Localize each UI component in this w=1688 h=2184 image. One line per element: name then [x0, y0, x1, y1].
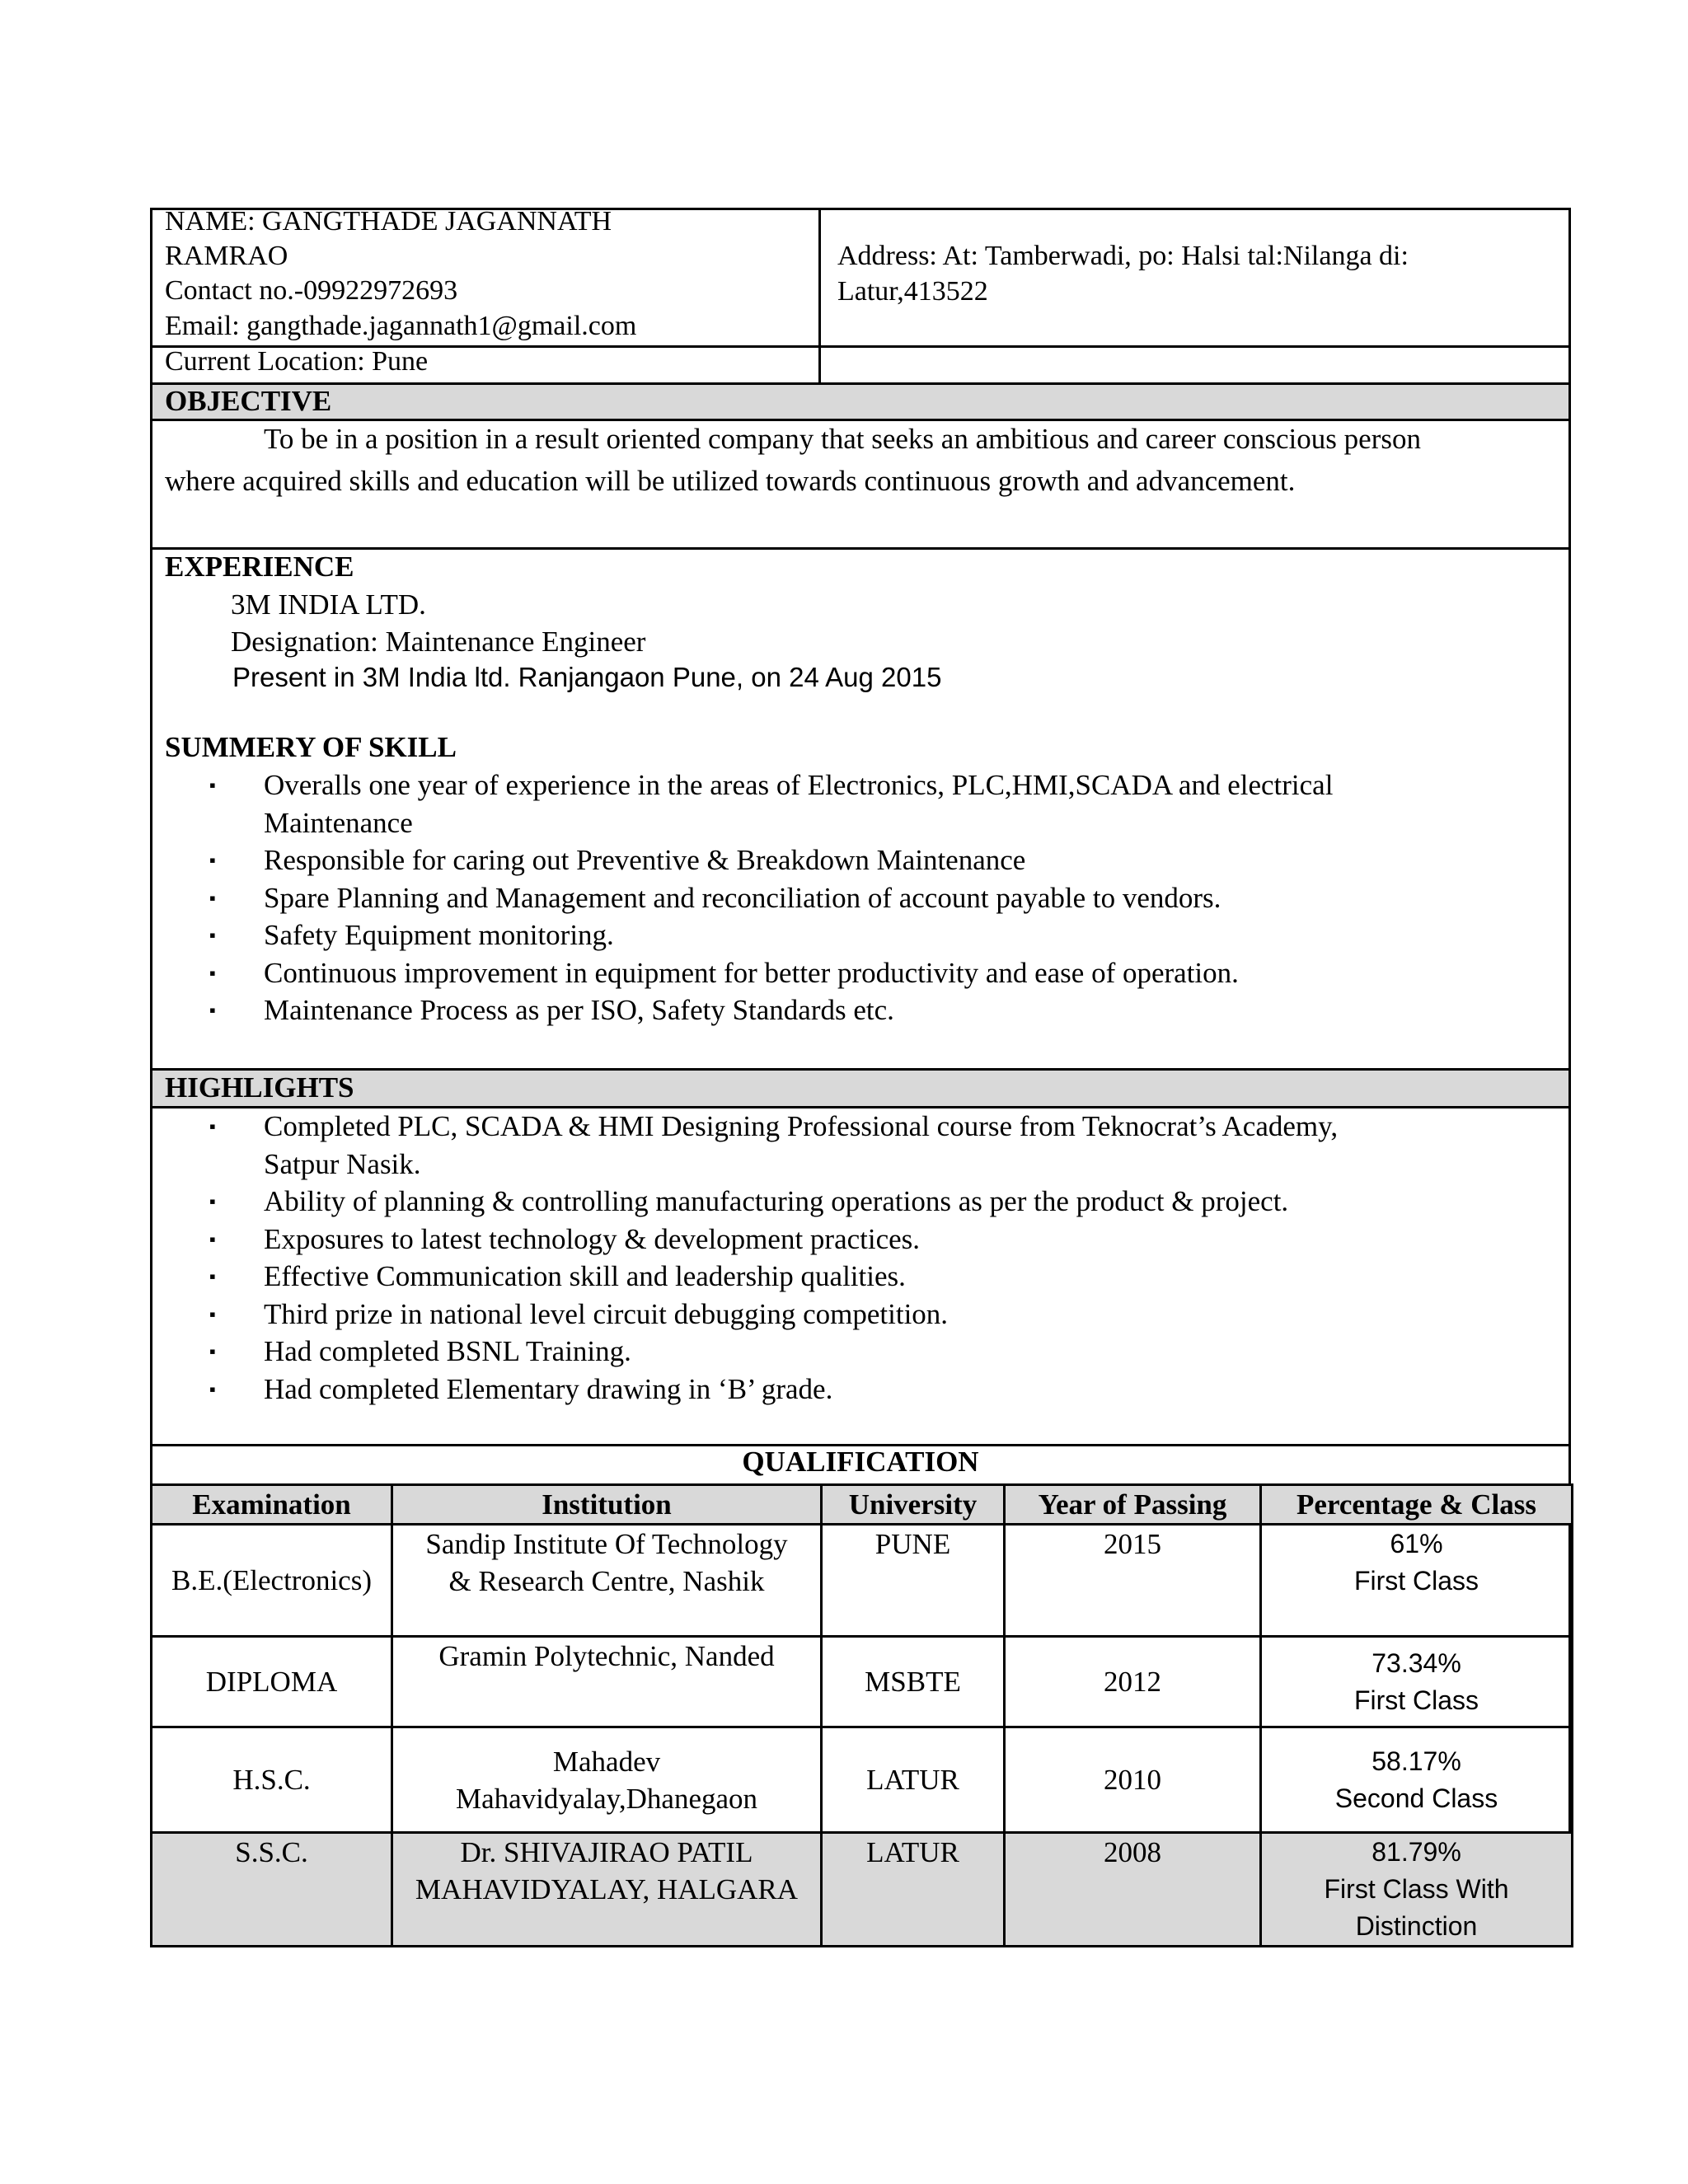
- skill-item-continuation: Maintenance: [264, 806, 413, 839]
- table-row: [152, 1833, 1573, 1947]
- name-line-2: RAMRAO: [165, 241, 288, 271]
- university-cell: MSBTE: [822, 1637, 1005, 1727]
- highlights-heading-band: [152, 1071, 1568, 1107]
- table-row: [152, 1525, 1573, 1637]
- institution-line: Sandip Institute Of Technology: [425, 1528, 788, 1560]
- skill-item: ▪ Continuous improvement in equipment for better productivity and ease of operation.: [209, 954, 1333, 992]
- column-header-institution: Institution: [392, 1485, 822, 1525]
- experience-company: 3M INDIA LTD.: [231, 588, 426, 621]
- current-location: Current Location: Pune: [165, 346, 429, 377]
- skill-item: ▪ Spare Planning and Management and reconciliation of account payable to vendors.: [209, 879, 1333, 917]
- institution-line: Mahavidyalay,Dhanegaon: [455, 1782, 758, 1815]
- institution-line: & Research Centre, Nashik: [448, 1565, 765, 1597]
- objective-line-2: where acquired skills and education will be utilized towards continuous growth and advancement.: [165, 465, 1296, 497]
- highlight-item: ▪ Ability of planning & controlling manufacturing operations as per the product & project.: [209, 1183, 1338, 1221]
- address-line-2: Latur,413522: [837, 276, 988, 307]
- class-value: First Class: [1353, 1685, 1479, 1715]
- highlight-item: ▪ Third prize in national level circuit debugging competition.: [209, 1296, 1338, 1333]
- exam-cell: B.E.(Electronics): [152, 1525, 392, 1637]
- class-value: First Class With: [1324, 1874, 1509, 1904]
- university-cell: PUNE: [822, 1525, 1005, 1637]
- skill-item: ▪ Responsible for caring out Preventive & Breakdown Maintenance: [209, 841, 1333, 879]
- institution-line: Dr. SHIVAJIRAO PATIL: [460, 1836, 753, 1868]
- percentage-cell: [1261, 1525, 1573, 1637]
- objective-line-1: To be in a position in a result oriented company that seeks an ambitious and career conscious person: [264, 423, 1421, 455]
- table-header-row: [152, 1485, 1573, 1525]
- skills-heading: SUMMERY OF SKILL: [165, 731, 457, 763]
- percentage-value: 61%: [1390, 1529, 1443, 1558]
- exam-cell: S.S.C.: [152, 1833, 392, 1947]
- experience-designation: Designation: Maintenance Engineer: [231, 626, 646, 658]
- class-value: First Class: [1353, 1566, 1479, 1596]
- percentage-value: 73.34%: [1372, 1647, 1461, 1678]
- experience-present: Present in 3M India ltd. Ranjangaon Pune, on 24 Aug 2015: [232, 662, 942, 692]
- institution-line: MAHAVIDYALAY, HALGARA: [415, 1873, 799, 1905]
- table-row: [152, 1637, 1573, 1727]
- highlight-item: ▪ Exposures to latest technology & development practices.: [209, 1221, 1338, 1258]
- highlight-item-continuation: Satpur Nasik.: [264, 1147, 421, 1180]
- university-cell: LATUR: [822, 1833, 1005, 1947]
- highlight-item: ▪ Had completed Elementary drawing in ‘B’ grade.: [209, 1371, 1338, 1408]
- percentage-value: 81.79%: [1372, 1837, 1461, 1867]
- class-value: Second Class: [1334, 1783, 1498, 1813]
- column-header-percentage: Percentage & Class: [1261, 1485, 1573, 1525]
- address-line-1: Address: At: Tamberwadi, po: Halsi tal:Nilanga di:: [837, 241, 1409, 271]
- percentage-cell: [1261, 1833, 1573, 1947]
- qualification-table: [150, 1483, 1573, 1947]
- exam-cell: H.S.C.: [152, 1727, 392, 1833]
- contact-number: Contact no.-09922972693: [165, 275, 458, 306]
- column-header-examination: Examination: [152, 1485, 392, 1525]
- percentage-value: 58.17%: [1372, 1746, 1461, 1776]
- highlights-list: [209, 1108, 1338, 1408]
- percentage-cell: [1261, 1727, 1573, 1833]
- experience-heading: EXPERIENCE: [165, 551, 354, 583]
- qualification-heading: QUALIFICATION: [742, 1446, 979, 1478]
- name-line-1: NAME: GANGTHADE JAGANNATH: [165, 206, 612, 237]
- year-cell: 2008: [1005, 1833, 1261, 1947]
- experience-top-line: [150, 547, 1571, 550]
- skill-item: ▪ Overalls one year of experience in the areas of Electronics, PLC,HMI,SCADA and electrical: [209, 766, 1333, 804]
- institution-line: Mahadev: [552, 1745, 661, 1778]
- skills-list: [209, 766, 1333, 1029]
- objective-heading-line: [150, 419, 1571, 421]
- skill-item: ▪ Maintenance Process as per ISO, Safety Standards etc.: [209, 991, 1333, 1029]
- column-header-university: University: [822, 1485, 1005, 1525]
- column-header-year: Year of Passing: [1005, 1485, 1261, 1525]
- email-address: Email: gangthade.jagannath1@gmail.com: [165, 311, 637, 341]
- institution-cell: [392, 1637, 822, 1727]
- year-cell: 2015: [1005, 1525, 1261, 1637]
- institution-line: Gramin Polytechnic, Nanded: [438, 1640, 775, 1672]
- institution-cell: [392, 1833, 822, 1947]
- year-cell: 2010: [1005, 1727, 1261, 1833]
- objective-heading: OBJECTIVE: [165, 385, 332, 417]
- highlight-item: ▪ Completed PLC, SCADA & HMI Designing Professional course from Teknocrat’s Academy,: [209, 1108, 1338, 1146]
- highlight-item: ▪ Had completed BSNL Training.: [209, 1333, 1338, 1371]
- university-cell: LATUR: [822, 1727, 1005, 1833]
- skill-item: ▪ Safety Equipment monitoring.: [209, 916, 1333, 954]
- header-divider: [818, 208, 821, 383]
- exam-cell: DIPLOMA: [152, 1637, 392, 1727]
- year-cell: 2012: [1005, 1637, 1261, 1727]
- institution-cell: [392, 1727, 822, 1833]
- percentage-cell: [1261, 1637, 1573, 1727]
- highlight-item: ▪ Effective Communication skill and leadership qualities.: [209, 1258, 1338, 1296]
- institution-cell: [392, 1525, 822, 1637]
- highlights-heading: HIGHLIGHTS: [165, 1071, 354, 1104]
- class-value-continuation: Distinction: [1355, 1911, 1478, 1941]
- objective-heading-band: [152, 385, 1568, 419]
- table-row: [152, 1727, 1573, 1833]
